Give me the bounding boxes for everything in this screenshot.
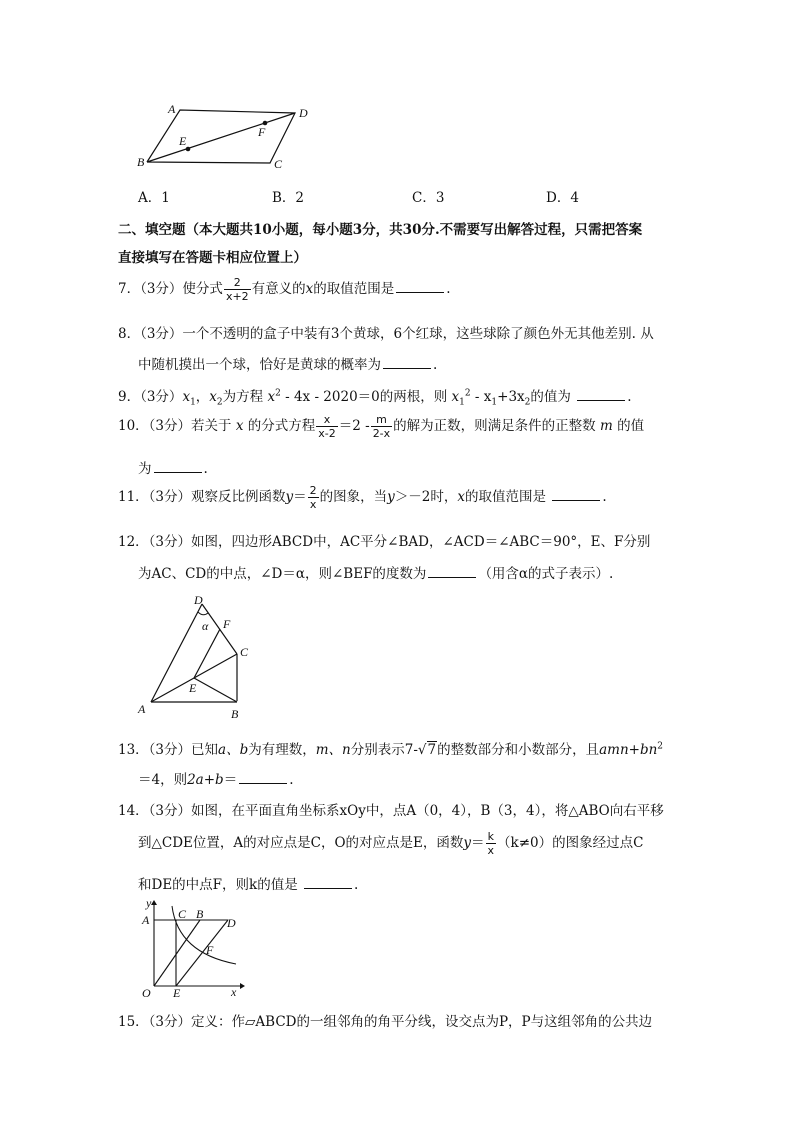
question-14-line1: 14．（3分）如图，在平面直角坐标系xOy中，点A（0，4），B（3，4），将△ABO向右平移 [118, 803, 664, 819]
question-14-line3: 和DE的中点F，则k的值是 . [138, 877, 359, 893]
label-C: C [240, 645, 249, 659]
label-F: F [223, 617, 231, 631]
question-9: 9．（3分）$x_1$，$x_2$为方程 $x^2 - 4x - 2020=0$的两根，则 $x_1^2 - x_1+3x_2$的值为 . [118, 388, 632, 408]
question-15-line1: 15．（3分）定义：作▱ABCD的一组邻角的角平分线，设交点为P，P与这组邻角的公共边 [118, 1014, 653, 1030]
section2-title-line2: 直接填写在答题卡相应位置上） [118, 250, 307, 266]
quadrilateral-figure [132, 592, 262, 724]
label-F: F [206, 943, 214, 957]
question-11: 11．（3分）观察反比例函数y＝ $\frac{2}{x}$ 的图象，当y＞－2时，x的取值范围是 . [118, 484, 607, 511]
question-13-line2: ＝4，则2a+b＝ . [138, 772, 294, 788]
coordinate-figure [136, 898, 248, 1000]
label-C: C [178, 907, 187, 921]
question-10-line2: 为 . [138, 461, 208, 477]
option-a: A．1 [138, 190, 170, 206]
question-12-line2: 为AC、CD的中点，∠D＝α，则∠BEF的度数为 （用含α的式子表示）. [138, 566, 614, 582]
label-A: A [168, 102, 176, 116]
option-c: C．3 [412, 190, 445, 206]
label-B: B [231, 707, 239, 721]
parallelogram-figure [132, 100, 322, 175]
label-y: y [146, 898, 152, 910]
label-E: E [173, 986, 181, 1000]
label-A: A [142, 913, 150, 927]
label-D: D [194, 593, 203, 607]
question-10-line1: 10．（3分）若关于 x 的分式方程 $\frac{x}{x-2}$ ＝2 - $\frac{m}{2-x}$ 的解为正数，则满足条件的正整数 m 的值 [118, 413, 645, 440]
label-O: O [142, 986, 151, 1000]
option-d: D．4 [546, 190, 579, 206]
label-D: D [299, 106, 308, 120]
option-b: B．2 [272, 190, 305, 206]
label-B: B [196, 907, 204, 921]
question-12-line1: 12．（3分）如图，四边形ABCD中，AC平分∠BAD，∠ACD＝∠ABC＝90°，E、F分别 [118, 534, 651, 550]
question-13-line1: 13．（3分）已知a、b为有理数，m、n分别表示7-√7的整数部分和小数部分，且$amn+bn^2$ [118, 741, 664, 758]
label-E: E [179, 134, 187, 148]
question-8-line1: 8．（3分）一个不透明的盒子中装有3个黄球，6个红球，这些球除了颜色外无其他差别. 从 [118, 326, 654, 342]
question-14-line2: 到△CDE位置，A的对应点是C，O的对应点是E，函数y＝ $\frac{k}{x}$ （k≠0）的图象经过点C [138, 830, 644, 857]
question-7: 7．（3分）使分式 $\frac{2}{x+2}$ 有意义的x的取值范围是 . [118, 276, 451, 303]
question-8-line2: 中随机摸出一个球，恰好是黄球的概率为 . [138, 357, 438, 373]
label-C: C [274, 157, 283, 171]
section2-title-line1: 二、填空题（本大题共10小题，每小题3分，共30分.不需要写出解答过程，只需把答案 [118, 222, 643, 238]
label-B: B [137, 155, 145, 169]
label-A: A [138, 702, 146, 716]
label-x: x [231, 985, 237, 999]
label-E: E [189, 681, 197, 695]
label-F: F [258, 125, 266, 139]
label-D: D [227, 916, 236, 930]
label-alpha: α [202, 619, 209, 633]
